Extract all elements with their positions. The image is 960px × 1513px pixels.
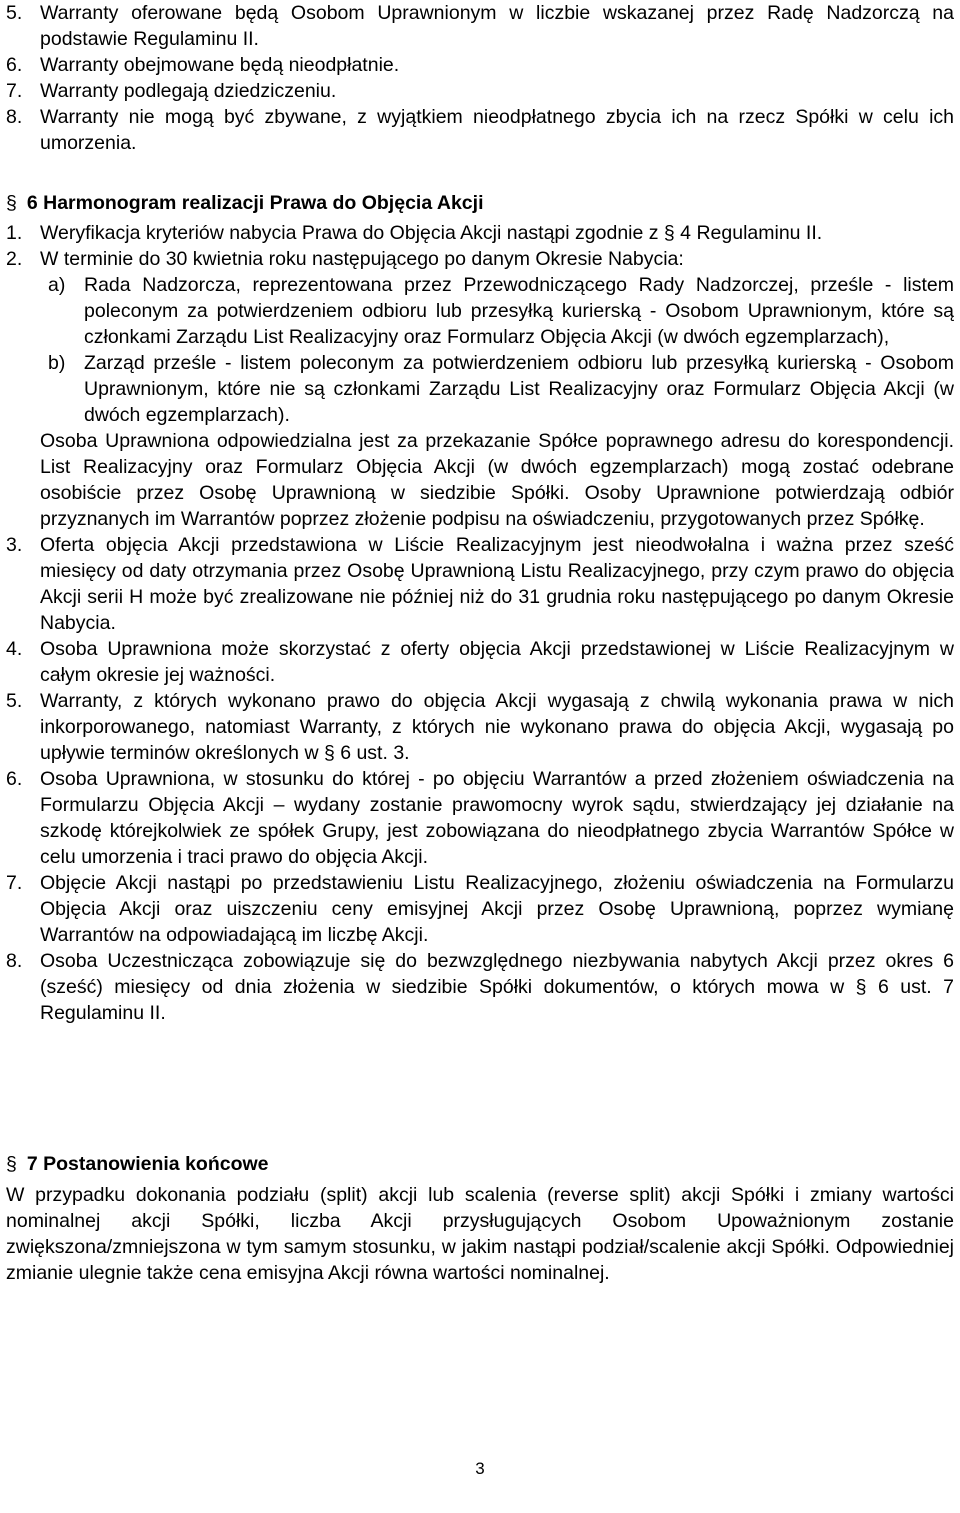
item-text: Osoba Uprawniona może skorzystać z oferty objęcia Akcji przedstawionej w Liście Realizacyjnym w całym okresie jej ważności.	[40, 638, 954, 686]
sub-item-text: Rada Nadzorcza, reprezentowana przez Przewodniczącego Rady Nadzorczej, prześle - listem poleconym za potwierdzeniem odbioru lub przesyłką kurierską - Osobom Uprawnionym, które są członkami Zarządu List Realizacyjny oraz Formularz Objęcia Akcji (w dwóch egzemplarzach),	[84, 274, 954, 348]
list-item	[6, 636, 954, 688]
section-symbol: §	[6, 192, 17, 214]
item-text: Osoba Uczestnicząca zobowiązuje się do bezwzględnego niezbywania nabytych Akcji przez okres 6 (sześć) miesięcy od dnia złożenia w siedzibie Spółki dokumentów, o których mowa w § 6 ust. 7 Regulaminu II.	[40, 950, 954, 1024]
list-item	[6, 870, 954, 948]
item-text: Warranty oferowane będą Osobom Uprawnionym w liczbie wskazanej przez Radę Nadzorczą na podstawie Regulaminu II.	[40, 2, 954, 50]
item-text: Warranty podlegają dziedziczeniu.	[40, 80, 337, 102]
item-number: 2.	[6, 248, 23, 270]
section-symbol: §	[6, 1153, 17, 1175]
section-title: 6 Harmonogram realizacji Prawa do Objęcia Akcji	[26, 192, 484, 214]
list-item	[6, 220, 954, 246]
item-number: 1.	[6, 222, 23, 244]
list-block-1	[6, 0, 954, 156]
item-number: 4.	[6, 638, 23, 660]
item-text: Osoba Uprawniona, w stosunku do której - po objęciu Warrantów a przed złożeniem oświadczenia na Formularzu Objęcia Akcji – wydany zostanie prawomocny wyrok sądu, stwierdzający jej działanie na szkodę którejkolwiek ze spółek Grupy, jest zobowiązana do nieodpłatnego zbycia Warrantów Spółce w celu umorzenia i traci prawo do objęcia Akcji.	[40, 768, 954, 868]
section-6-body	[6, 220, 954, 1026]
list-item	[6, 78, 954, 104]
item-number: 5.	[6, 690, 23, 712]
item-text: Oferta objęcia Akcji przedstawiona w Liście Realizacyjnym jest nieodwołalna i ważna przez sześć miesięcy od daty otrzymania przez Osobę Uprawnioną Listu Realizacyjnego, przy czym prawo do objęcia Akcji serii H może być zrealizowane nie później niż do 31 grudnia roku następującego po danym Okresie Nabycia.	[40, 534, 954, 634]
item-text: Warranty obejmowane będą nieodpłatnie.	[40, 54, 400, 76]
item-2-closing-paragraph: Osoba Uprawniona odpowiedzialna jest za przekazanie Spółce poprawnego adresu do korespondencji. List Realizacyjny oraz Formularz Objęcia Akcji (w dwóch egzemplarzach) mogą zostać odebrane osobiście przez Osobę Uprawnioną w siedzibie Spółki. Osoby Uprawnione potwierdzają odbiór przyznanych im Warrantów poprzez złożenie podpisu na oświadczeniu, przygotowanych przez Spółkę.	[40, 430, 954, 530]
page-number: 3	[475, 1459, 485, 1478]
item-number: 6.	[6, 54, 23, 76]
section-7-paragraph: W przypadku dokonania podziału (split) akcji lub scalenia (reverse split) akcji Spółki i zmiany wartości nominalnej akcji Spółki, liczba Akcji przysługujących Osobom Upoważnionym zostanie zwiększona/zmniejszona w tym samym stosunku, w jakim nastąpi podział/scalenie akcji Spółki. Odpowiedniej zmianie ulegnie także cena emisyjna Akcji równa wartości nominalnej.	[6, 1184, 954, 1284]
item-number: 5.	[6, 2, 23, 24]
list-item	[6, 246, 954, 272]
sub-item-b	[6, 350, 954, 428]
list-item	[6, 766, 954, 870]
item-number: 6.	[6, 768, 23, 790]
item-text: Warranty, z których wykonano prawo do objęcia Akcji wygasają z chwilą wykonania prawa w nich inkorporowanego, natomiast Warranty, z których nie wykonano prawa do objęcia Akcji, wygasają po upływie terminów określonych w § 6 ust. 3.	[40, 690, 954, 764]
item-text: Objęcie Akcji nastąpi po przedstawieniu Listu Realizacyjnego, złożeniu oświadczenia na Formularzu Objęcia Akcji oraz uiszczeniu ceny emisyjnej Akcji przez Osobę Uprawnioną, poprzez wymianę Warrantów na odpowiadającą im liczbę Akcji.	[40, 872, 954, 946]
item-text: W terminie do 30 kwietnia roku następującego po danym Okresie Nabycia:	[40, 248, 684, 270]
list-item	[6, 0, 954, 52]
sub-item-text: Zarząd prześle - listem poleconym za potwierdzeniem odbioru lub przesyłką kurierską - Osobom Uprawnionym, które nie są członkami Zarządu List Realizacyjny oraz Formularz Objęcia Akcji (w dwóch egzemplarzach).	[84, 352, 954, 426]
item-number: 3.	[6, 534, 23, 556]
list-item	[6, 688, 954, 766]
section-7-heading	[6, 1151, 954, 1177]
item-number: 7.	[6, 80, 23, 102]
section-title: 7 Postanowienia końcowe	[26, 1153, 269, 1175]
list-item	[6, 948, 954, 1026]
item-number: 7.	[6, 872, 23, 894]
sub-item-a	[6, 272, 954, 350]
item-number: 8.	[6, 950, 23, 972]
section-6-heading	[6, 190, 954, 216]
item-text: Weryfikacja kryteriów nabycia Prawa do Objęcia Akcji nastąpi zgodnie z § 4 Regulaminu II.	[40, 222, 823, 244]
item-number: 8.	[6, 106, 23, 128]
item-text: Warranty nie mogą być zbywane, z wyjątkiem nieodpłatnego zbycia ich na rzecz Spółki w celu ich umorzenia.	[40, 106, 954, 154]
list-item	[6, 532, 954, 636]
sub-item-letter: b)	[48, 352, 66, 374]
list-item	[6, 52, 954, 78]
sub-item-letter: a)	[48, 274, 66, 296]
list-item	[6, 104, 954, 156]
